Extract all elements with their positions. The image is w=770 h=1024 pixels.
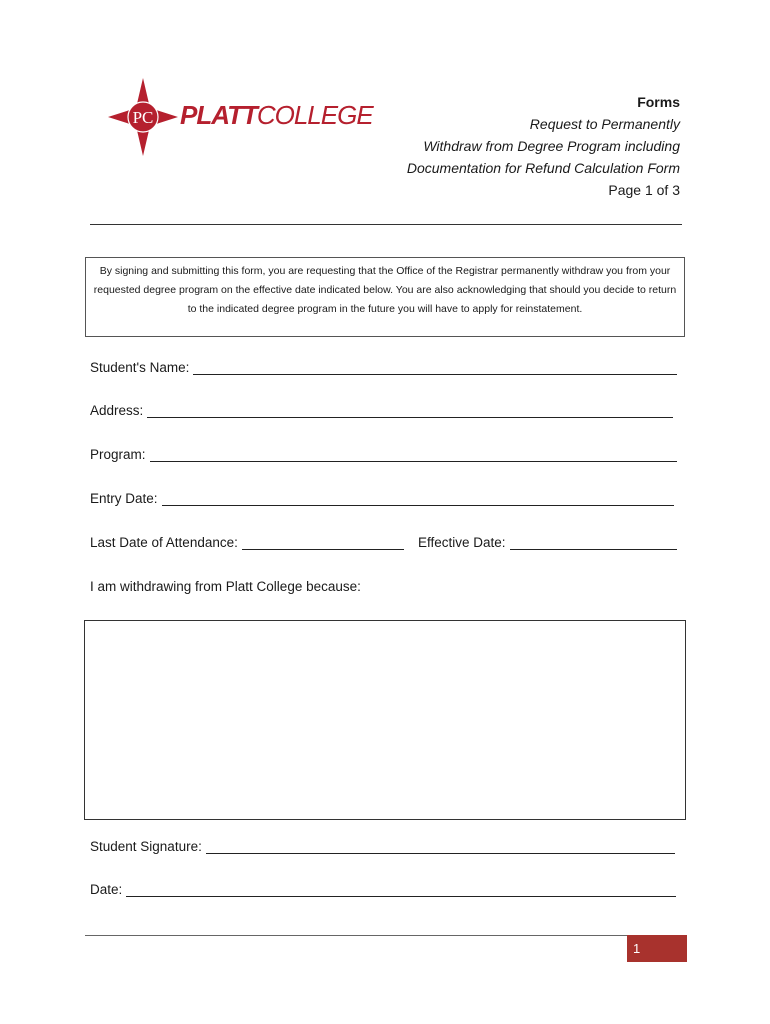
- logo-monogram: PC: [132, 108, 154, 127]
- entry-date-line[interactable]: [162, 491, 674, 506]
- signature-line[interactable]: [206, 839, 675, 854]
- entry-date-field[interactable]: [90, 491, 674, 506]
- program-line[interactable]: [150, 447, 677, 462]
- date-label: Date:: [90, 882, 123, 897]
- page-indicator: Page 1 of 3: [608, 182, 680, 198]
- form-title-line1: Request to Permanently: [529, 116, 680, 132]
- page-number-badge: 1: [627, 935, 687, 962]
- reason-prompt: I am withdrawing from Platt College because:: [90, 579, 361, 594]
- reason-textarea[interactable]: [84, 620, 686, 820]
- notice-box: By signing and submitting this form, you are requesting that the Office of the Registrar permanently withdraw you from your requested degree program on the effective date indicated below. You are also acknowledging that should you decide to return to the indicated degree program in the future you will have to apply for reinstatement.: [85, 257, 685, 337]
- date-line[interactable]: [126, 882, 676, 897]
- signature-label: Student Signature:: [90, 839, 202, 854]
- program-field[interactable]: [90, 447, 677, 462]
- effective-date-line[interactable]: [510, 535, 677, 550]
- last-attendance-field[interactable]: [90, 535, 404, 550]
- header-divider: [90, 224, 682, 225]
- last-attendance-label: Last Date of Attendance:: [90, 535, 238, 550]
- student-name-label: Student's Name:: [90, 360, 190, 375]
- logo-wordmark: PLATTCOLLEGE: [180, 100, 373, 130]
- address-label: Address:: [90, 403, 144, 418]
- effective-date-label: Effective Date:: [418, 535, 506, 550]
- program-label: Program:: [90, 447, 146, 462]
- address-field[interactable]: [90, 403, 673, 418]
- date-field[interactable]: [90, 882, 676, 897]
- logo-emblem-icon: [108, 78, 178, 156]
- form-title-line3: Documentation for Refund Calculation Form: [406, 160, 680, 176]
- student-name-line[interactable]: [193, 360, 677, 375]
- section-label: Forms: [637, 94, 680, 110]
- form-title-line2: Withdraw from Degree Program including: [423, 138, 680, 154]
- effective-date-field[interactable]: [418, 535, 677, 550]
- address-line[interactable]: [147, 403, 673, 418]
- signature-field[interactable]: [90, 839, 675, 854]
- entry-date-label: Entry Date:: [90, 491, 158, 506]
- footer-divider: [85, 935, 687, 936]
- last-attendance-line[interactable]: [242, 535, 404, 550]
- student-name-field[interactable]: [90, 360, 677, 375]
- platt-college-logo: [108, 78, 378, 156]
